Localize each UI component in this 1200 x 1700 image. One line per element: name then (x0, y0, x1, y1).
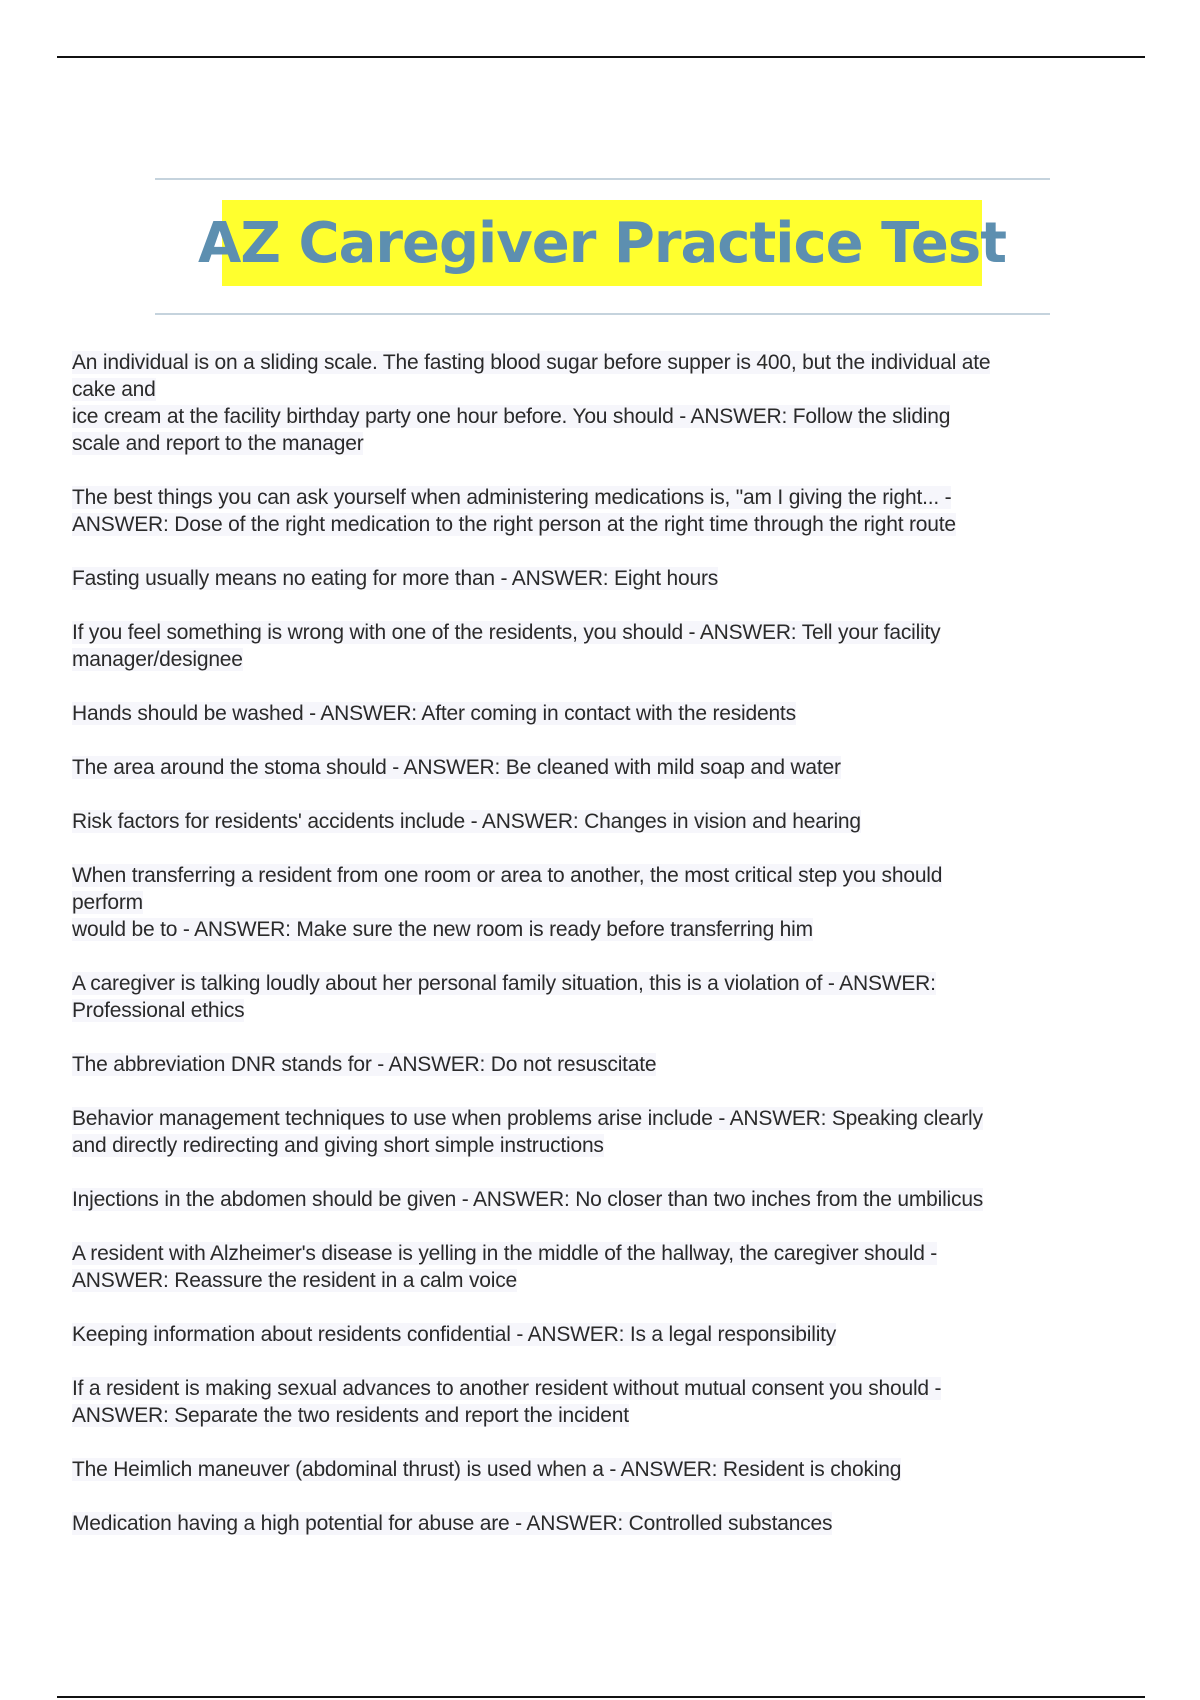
question-answer-list (72, 349, 1132, 1564)
qa-item (72, 1105, 1132, 1159)
qa-item (72, 1375, 1132, 1429)
qa-item (72, 1051, 1132, 1078)
qa-line-text: cake and (72, 378, 156, 401)
qa-line-text: If a resident is making sexual advances to another resident without mutual consent you should - (72, 1377, 942, 1400)
qa-item (72, 484, 1132, 538)
qa-line-text: Injections in the abdomen should be given - ANSWER: No closer than two inches from the umbilicus (72, 1188, 984, 1211)
qa-line (72, 619, 1132, 646)
qa-line-text: A resident with Alzheimer's disease is yelling in the middle of the hallway, the caregiver should - (72, 1242, 938, 1265)
qa-line (72, 646, 1132, 673)
qa-line-text: Fasting usually means no eating for more than - ANSWER: Eight hours (72, 567, 719, 590)
qa-line (72, 700, 1132, 727)
qa-line-text: Keeping information about residents confidential - ANSWER: Is a legal responsibility (72, 1323, 837, 1346)
title-rule-upper (155, 178, 1050, 180)
qa-line (72, 970, 1132, 997)
page-bottom-rule (57, 1696, 1145, 1698)
qa-item (72, 1321, 1132, 1348)
qa-item (72, 754, 1132, 781)
qa-line (72, 916, 1132, 943)
qa-line-text: manager/designee (72, 648, 243, 671)
qa-line (72, 1051, 1132, 1078)
qa-line-text: Medication having a high potential for abuse are - ANSWER: Controlled substances (72, 1512, 833, 1535)
qa-item (72, 1456, 1132, 1483)
qa-line (72, 754, 1132, 781)
qa-line (72, 997, 1132, 1024)
qa-line (72, 1186, 1132, 1213)
qa-item (72, 1510, 1132, 1537)
title-highlight (198, 200, 1006, 286)
qa-line-text: The best things you can ask yourself when administering medications is, "am I giving the right... - (72, 486, 952, 509)
qa-line (72, 349, 1132, 376)
title-rule-lower (155, 313, 1050, 315)
qa-line (72, 1105, 1132, 1132)
qa-line-text: A caregiver is talking loudly about her personal family situation, this is a violation of - ANSWER: (72, 972, 936, 995)
qa-item (72, 565, 1132, 592)
qa-line-text: An individual is on a sliding scale. The fasting blood sugar before supper is 400, but the individual ate (72, 351, 991, 374)
qa-line-text: perform (72, 891, 143, 914)
qa-line-text: Hands should be washed - ANSWER: After coming in contact with the residents (72, 702, 796, 725)
qa-line-text: The Heimlich maneuver (abdominal thrust) is used when a - ANSWER: Resident is choking (72, 1458, 902, 1481)
qa-line-text: ANSWER: Dose of the right medication to the right person at the right time through the right route (72, 513, 956, 536)
qa-line (72, 1375, 1132, 1402)
qa-line-text: ANSWER: Separate the two residents and report the incident (72, 1404, 629, 1427)
qa-item (72, 700, 1132, 727)
qa-line (72, 1267, 1132, 1294)
qa-line-text: When transferring a resident from one room or area to another, the most critical step you should (72, 864, 943, 887)
qa-line-text: Risk factors for residents' accidents include - ANSWER: Changes in vision and hearing (72, 810, 861, 833)
qa-line-text: ANSWER: Reassure the resident in a calm voice (72, 1269, 518, 1292)
qa-line (72, 430, 1132, 457)
page-title: AZ Caregiver Practice Test (198, 210, 1006, 276)
qa-line-text: The abbreviation DNR stands for - ANSWER: Do not resuscitate (72, 1053, 657, 1076)
qa-line-text: and directly redirecting and giving short simple instructions (72, 1134, 604, 1157)
qa-line (72, 1132, 1132, 1159)
qa-line-text: Behavior management techniques to use when problems arise include - ANSWER: Speaking clearly (72, 1107, 983, 1130)
qa-line (72, 484, 1132, 511)
qa-line (72, 1240, 1132, 1267)
qa-item (72, 862, 1132, 943)
qa-line (72, 1321, 1132, 1348)
qa-line-text: If you feel something is wrong with one of the residents, you should - ANSWER: Tell your facility (72, 621, 941, 644)
page-top-rule (57, 56, 1145, 58)
qa-line-text: The area around the stoma should - ANSWER: Be cleaned with mild soap and water (72, 756, 841, 779)
qa-line (72, 1402, 1132, 1429)
qa-line-text: Professional ethics (72, 999, 245, 1022)
qa-line-text: would be to - ANSWER: Make sure the new room is ready before transferring him (72, 918, 813, 941)
qa-line (72, 376, 1132, 403)
qa-item (72, 970, 1132, 1024)
qa-line (72, 1456, 1132, 1483)
qa-item (72, 619, 1132, 673)
qa-item (72, 349, 1132, 457)
qa-item (72, 1186, 1132, 1213)
qa-line (72, 403, 1132, 430)
qa-line (72, 862, 1132, 889)
qa-line (72, 511, 1132, 538)
qa-line (72, 1510, 1132, 1537)
qa-item (72, 808, 1132, 835)
qa-line-text: scale and report to the manager (72, 432, 364, 455)
qa-line (72, 565, 1132, 592)
qa-line (72, 808, 1132, 835)
qa-line-text: ice cream at the facility birthday party one hour before. You should - ANSWER: Follow the sliding (72, 405, 951, 428)
qa-line (72, 889, 1132, 916)
qa-item (72, 1240, 1132, 1294)
